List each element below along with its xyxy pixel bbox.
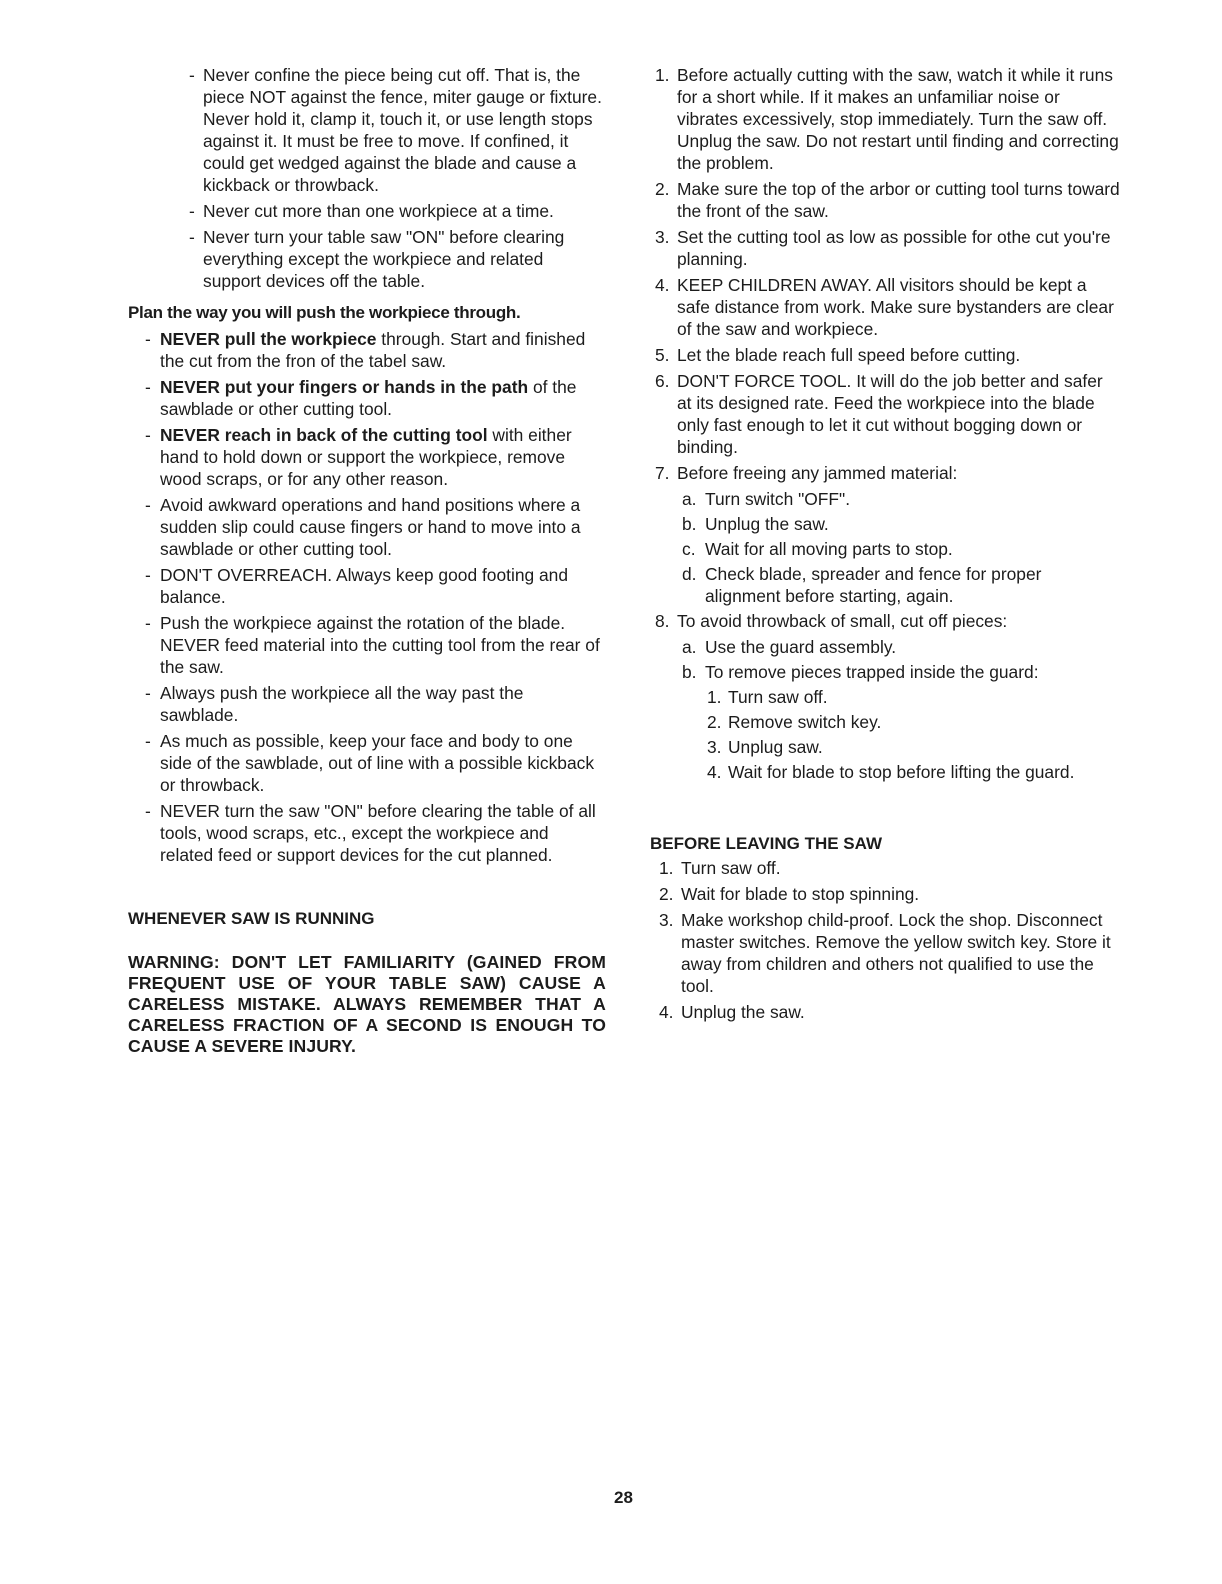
bullet-marker: - — [145, 801, 151, 821]
page-number: 28 — [614, 1488, 633, 1507]
bullet-bold-text: NEVER put your fingers or hands in the path — [160, 377, 529, 397]
sub-text: To remove pieces trapped inside the guard: — [705, 662, 1039, 682]
bullet-text: As much as possible, keep your face and body to one side of the sawblade, out of line with a possible kickback or throwback. — [160, 731, 595, 795]
sub-sub-marker: 4. — [707, 762, 722, 782]
bullet-push-past — [128, 682, 606, 726]
item-text: Let the blade reach full speed before cutting. — [677, 345, 1021, 365]
item-text: Make workshop child-proof. Lock the shop. Disconnect master switches. Remove the yellow switch key. Store it away from children and others not qualified to use the tool. — [681, 910, 1111, 996]
sub-item — [650, 636, 1120, 658]
bullet-clear-table — [128, 226, 606, 292]
bullet-text: Never cut more than one workpiece at a time. — [203, 201, 554, 221]
bullet-marker: - — [145, 425, 151, 445]
item-text: Unplug the saw. — [681, 1002, 805, 1022]
bullet-marker: - — [145, 329, 151, 349]
leaving-item — [650, 857, 1120, 879]
item-number: 6. — [655, 371, 670, 391]
sub-marker: b. — [682, 662, 697, 682]
item-text: Wait for blade to stop spinning. — [681, 884, 920, 904]
bullet-text: with either hand to hold down or support the workpiece, remove wood scraps, or for any other reason. — [160, 425, 572, 489]
item-number: 3. — [655, 227, 670, 247]
list-item-full-speed — [650, 344, 1120, 366]
bullet-marker: - — [145, 495, 151, 515]
list-item-arbor — [650, 178, 1120, 222]
item-number: 1. — [659, 858, 674, 878]
bullet-avoid-awkward — [128, 494, 606, 560]
plan-heading: Plan the way you will push the workpiece through. — [128, 303, 521, 322]
item-text: KEEP CHILDREN AWAY. All visitors should be kept a safe distance from work. Make sure bystanders are clear of the saw and workpiece. — [677, 275, 1114, 339]
list-item-throwback — [650, 610, 1120, 632]
bullet-never-reach — [128, 424, 606, 490]
list-item-children — [650, 274, 1120, 340]
bullet-confine-piece — [128, 64, 606, 196]
bullet-text: DON'T OVERREACH. Always keep good footing and balance. — [160, 565, 569, 607]
leaving-item — [650, 909, 1120, 997]
bullet-text: Avoid awkward operations and hand positions where a sudden slip could cause fingers or hand to move into a sawblade or other cutting tool. — [160, 495, 581, 559]
sub-text: Unplug the saw. — [705, 514, 829, 534]
bullet-bold-text: NEVER pull the workpiece — [160, 329, 377, 349]
sub-text: Use the guard assembly. — [705, 637, 897, 657]
sub-sub-text: Turn saw off. — [728, 687, 828, 707]
item-text: DON'T FORCE TOOL. It will do the job better and safer at its designed rate. Feed the workpiece into the blade only fast enough to let it cut without bogging down or binding. — [677, 371, 1103, 457]
sub-sub-marker: 2. — [707, 712, 722, 732]
right-column — [650, 64, 1120, 1027]
item-text: Make sure the top of the arbor or cutting tool turns toward the front of the saw. — [677, 179, 1120, 221]
leaving-item — [650, 1001, 1120, 1023]
sub-sub-text: Remove switch key. — [728, 712, 882, 732]
bullet-marker: - — [145, 613, 151, 633]
sub-text: Check blade, spreader and fence for proper alignment before starting, again. — [705, 564, 1042, 606]
bullet-never-fingers — [128, 376, 606, 420]
sub-marker: a. — [682, 489, 697, 509]
sub-item — [650, 563, 1120, 607]
item-text: Set the cutting tool as low as possible for othe cut you're planning. — [677, 227, 1111, 269]
sub-sub-marker: 3. — [707, 737, 722, 757]
item-number: 4. — [659, 1002, 674, 1022]
bullet-never-pull — [128, 328, 606, 372]
bullet-text: of the sawblade or other cutting tool. — [160, 377, 577, 419]
item-number: 8. — [655, 611, 670, 631]
item-number: 5. — [655, 345, 670, 365]
bullet-one-workpiece — [128, 200, 606, 222]
list-item-dont-force — [650, 370, 1120, 458]
bullet-marker: - — [189, 227, 195, 247]
bullet-marker: - — [145, 565, 151, 585]
sub-item — [650, 538, 1120, 560]
item-number: 4. — [655, 275, 670, 295]
sub-text: Wait for all moving parts to stop. — [705, 539, 953, 559]
list-item-jammed — [650, 462, 1120, 484]
bullet-text: Push the workpiece against the rotation of the blade. NEVER feed material into the cutting tool from the rear of the saw. — [160, 613, 600, 677]
bullet-marker: - — [145, 683, 151, 703]
sub-text: Turn switch "OFF". — [705, 489, 851, 509]
item-text: Turn saw off. — [681, 858, 781, 878]
sub-sub-item — [650, 686, 1120, 708]
bullet-push-rotation — [128, 612, 606, 678]
sub-sub-text: Wait for blade to stop before lifting the guard. — [728, 762, 1075, 782]
sub-sub-marker: 1. — [707, 687, 722, 707]
leaving-item — [650, 883, 1120, 905]
item-number: 7. — [655, 463, 670, 483]
sub-item — [650, 661, 1120, 683]
bullet-clear-tools — [128, 800, 606, 866]
sub-item — [650, 488, 1120, 510]
item-text: Before freeing any jammed material: — [677, 463, 958, 483]
sub-sub-item — [650, 761, 1120, 783]
sub-sub-item — [650, 711, 1120, 733]
sub-sub-item — [650, 736, 1120, 758]
bullet-text: Never turn your table saw "ON" before clearing everything except the workpiece and related support devices off the table. — [203, 227, 565, 291]
leaving-heading: BEFORE LEAVING THE SAW — [650, 834, 883, 853]
bullet-text: through. Start and finished the cut from the fron of the tabel saw. — [160, 329, 586, 371]
left-column — [128, 64, 606, 1057]
item-number: 1. — [655, 65, 670, 85]
bullet-marker: - — [145, 731, 151, 751]
bullet-text: Never confine the piece being cut off. That is, the piece NOT against the fence, miter gauge or fixture. Never hold it, clamp it, touch it, or use length stops against it. It must be free to move. If confined, it could get wedged against the blade and cause a kickback or throwback. — [203, 65, 602, 195]
list-item-set-low — [650, 226, 1120, 270]
sub-marker: d. — [682, 564, 697, 584]
bullet-marker: - — [145, 377, 151, 397]
bullet-face-aside — [128, 730, 606, 796]
sub-marker: a. — [682, 637, 697, 657]
item-number: 2. — [655, 179, 670, 199]
item-text: To avoid throwback of small, cut off pieces: — [677, 611, 1008, 631]
running-heading: WHENEVER SAW IS RUNNING — [128, 909, 375, 928]
sub-sub-text: Unplug saw. — [728, 737, 823, 757]
warning-text: WARNING: DON'T LET FAMILIARITY (GAINED FROM FREQUENT USE OF YOUR TABLE SAW) CAUSE A CARELESS MISTAKE. ALWAYS REMEMBER THAT A CARELESS FRACTION OF A SECOND IS ENOUGH TO CAUSE A SEVERE INJURY. — [128, 952, 606, 1056]
bullet-marker: - — [189, 65, 195, 85]
item-text: Before actually cutting with the saw, watch it while it runs for a short while. If it makes an unfamiliar noise or vibrates excessively, stop immediately. Turn the saw off. Unplug the saw. Do not restart until finding and correcting the problem. — [677, 65, 1119, 173]
bullet-marker: - — [189, 201, 195, 221]
bullet-bold-text: NEVER reach in back of the cutting tool — [160, 425, 488, 445]
sub-marker: c. — [682, 539, 696, 559]
bullet-text: NEVER turn the saw "ON" before clearing the table of all tools, wood scraps, etc., except the workpiece and related feed or support devices for the cut planned. — [160, 801, 596, 865]
sub-marker: b. — [682, 514, 697, 534]
item-number: 3. — [659, 910, 674, 930]
bullet-text: Always push the workpiece all the way past the sawblade. — [160, 683, 524, 725]
list-item-watch-saw — [650, 64, 1120, 174]
sub-item — [650, 513, 1120, 535]
bullet-dont-overreach — [128, 564, 606, 608]
item-number: 2. — [659, 884, 674, 904]
